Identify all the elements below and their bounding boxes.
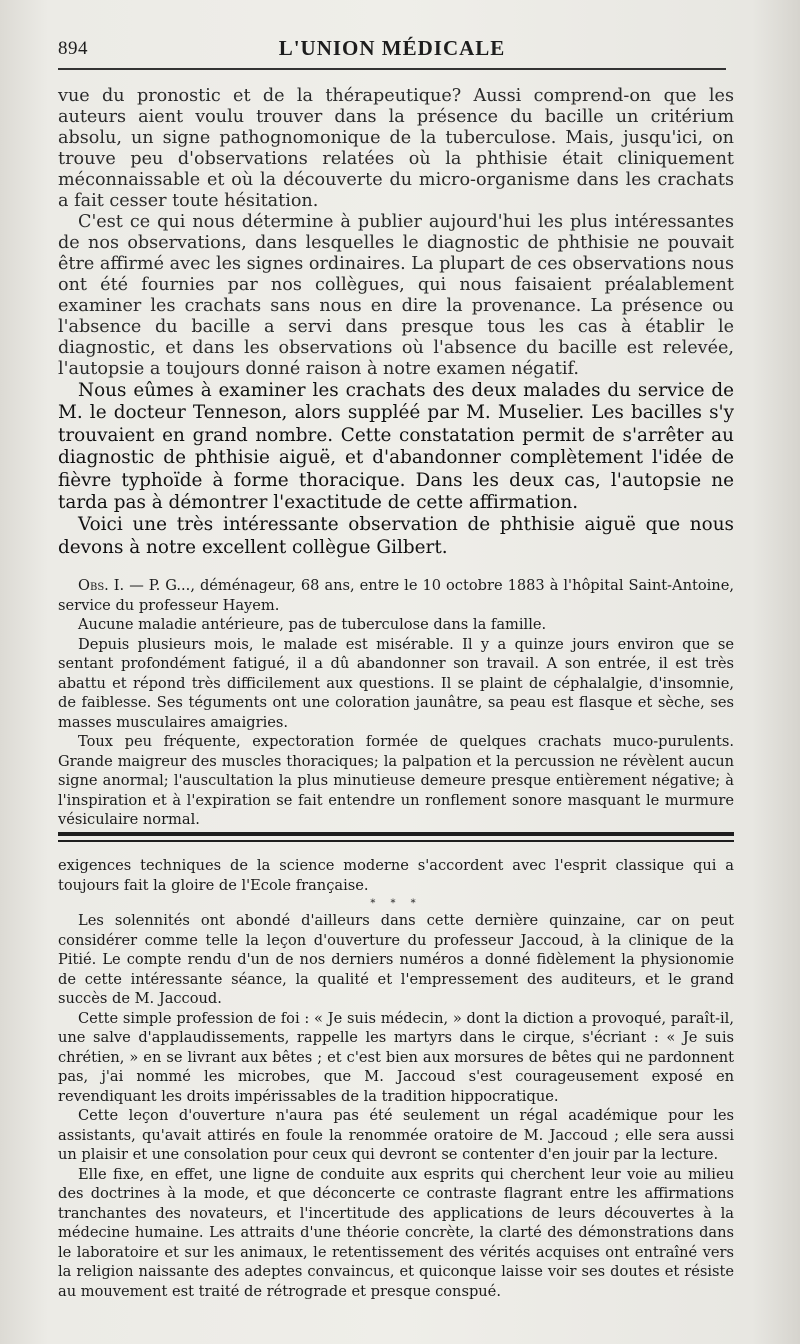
observation-paragraph-1: Aucune maladie antérieure, pas de tuberculose dans la famille. — [78, 616, 547, 633]
observation-paragraph-3: Toux peu fréquente, expectoration formée de quelques crachats muco-purulents. Grande maigreur des muscles thoraciques; la palpation et la percussion ne révèlent aucun signe anormal; l'auscultation la plus minutieuse demeure presque entièrement négative; à l'inspiration et à l'expiration se fait entendre un ronflement sonore masquant le murmure vésiculaire normal. — [58, 733, 734, 828]
feuilleton-paragraph-3: Cette leçon d'ouverture n'aura pas été seulement un régal académique pour les assistants, qu'avait attirés en foule la renommée oratoire de M. Jaccoud ; elle sera aussi un plaisir et une consolation pour ceux qui devront se contenter d'en jouir par la lecture. — [58, 1107, 734, 1163]
article-paragraph-3: Nous eûmes à examiner les crachats des deux malades du service de M. le docteur Tenneson, alors suppléé par M. Muselier. Les bacilles s'y trouvaient en grand nombre. Cette constatation permit de s'arrêter au diagnostic de phthisie aiguë, et d'abandonner complètement l'idée de fièvre typhoïde à forme thoracique. Dans les deux cas, l'autopsie ne tarda pas à démontrer l'exactitude de cette affirmation. — [58, 380, 734, 514]
running-title: L'UNION MÉDICALE — [278, 36, 506, 60]
page-header — [58, 36, 726, 64]
article-paragraph-1: vue du pronostic et de la thérapeutique? Aussi comprend-on que les auteurs aient voulu trouver dans la présence du bacille un critérium absolu, un signe pathognomonique de la tuberculose. Mais, jusqu'ici, on trouve peu d'observations relatées où la phthisie était cliniquement méconnaissable et où la découverte du micro-organisme dans les crachats a fait cesser toute hésitation. — [58, 86, 734, 211]
main-article — [58, 86, 734, 559]
observation-label: Obs. I. — [78, 577, 125, 594]
observation-paragraph-2: Depuis plusieurs mois, le malade est misérable. Il y a quinze jours environ que se sentant profondément fatigué, il a dû abandonner son travail. A son entrée, il est très abattu et répond très difficilement aux questions. Il se plaint de céphalalgie, d'insomnie, de faiblesse. Ses téguments ont une coloration jaunâtre, sa peau est flasque et sèche, ses masses musculaires amaigries. — [58, 635, 734, 731]
feuilleton-opening: exigences techniques de la science moderne s'accordent avec l'esprit classique qui a toujours fait la gloire de l'Ecole française. — [58, 857, 734, 894]
article-paragraph-4: Voici une très intéressante observation de phthisie aiguë que nous devons à notre excellent collègue Gilbert. — [58, 514, 734, 558]
feuilleton-paragraph-2: Cette simple profession de foi : « Je suis médecin, » dont la diction a provoqué, paraît-il, une salve d'applaudissements, rappelle les martyrs dans le cirque, s'écriant : « Je suis chrétien, » en se livrant aux bêtes ; et c'est bien aux morsures de bêtes qui ne pardonnent pas, j'ai nommé les microbes, que M. Jaccoud s'est courageusement exposé en revendiquant les droits impérissables de la tradition hippocratique. — [58, 1009, 734, 1105]
feuilleton-paragraph-1: Les solennités ont abondé d'ailleurs dans cette dernière quinzaine, car on peut considérer comme telle la leçon d'ouverture du professeur Jaccoud, à la clinique de la Pitié. Le compte rendu d'un de nos derniers numéros a donné fidèlement la physionomie de cette intéressante séance, la qualité et l'empressement des auditeurs, et le grand succès de M. Jaccoud. — [58, 912, 734, 1007]
observation-heading-paragraph — [58, 576, 734, 615]
observation-intro: — P. G..., déménageur, 68 ans, entre le 10 octobre 1883 à l'hôpital Saint-Antoine, service du professeur Hayem. — [58, 577, 734, 614]
feuilleton-divider — [58, 832, 734, 842]
observation-block — [58, 576, 734, 830]
header-rule — [58, 68, 726, 70]
feuilleton-section — [58, 856, 734, 1301]
feuilleton-paragraph-4: Elle fixe, en effet, une ligne de conduite aux esprits qui cherchent leur voie au milieu des doctrines à la mode, et que déconcerte ce contraste flagrant entre les affirmations tranchantes des novateurs, et l'incertitude des applications de leurs découvertes à la médecine humaine. Les attraits d'une théorie concrète, la clarté des démonstrations dans le laboratoire et sur les animaux, le retentissement des vérités acquises ont entraîné vers la religion naissante des adeptes convaincus, et quiconque laisse voir ses doutes et résiste au mouvement est traité de rétrograde et presque conspué. — [58, 1165, 734, 1300]
asterism-separator: * * * — [370, 898, 422, 909]
page-number: 894 — [58, 38, 88, 59]
article-paragraph-2: C'est ce qui nous détermine à publier aujourd'hui les plus intéressantes de nos observations, dans lesquelles le diagnostic de phthisie ne pouvait être affirmé avec les signes ordinaires. La plupart de ces observations nous ont été fournies par nos collègues, qui nous faisaient préalablement examiner les crachats sans nous en dire la provenance. La présence ou l'absence du bacille a servi dans presque tous les cas à établir le diagnostic, et dans les observations où l'absence du bacille est relevée, l'autopsie a toujours donné raison à notre examen négatif. — [58, 212, 734, 379]
